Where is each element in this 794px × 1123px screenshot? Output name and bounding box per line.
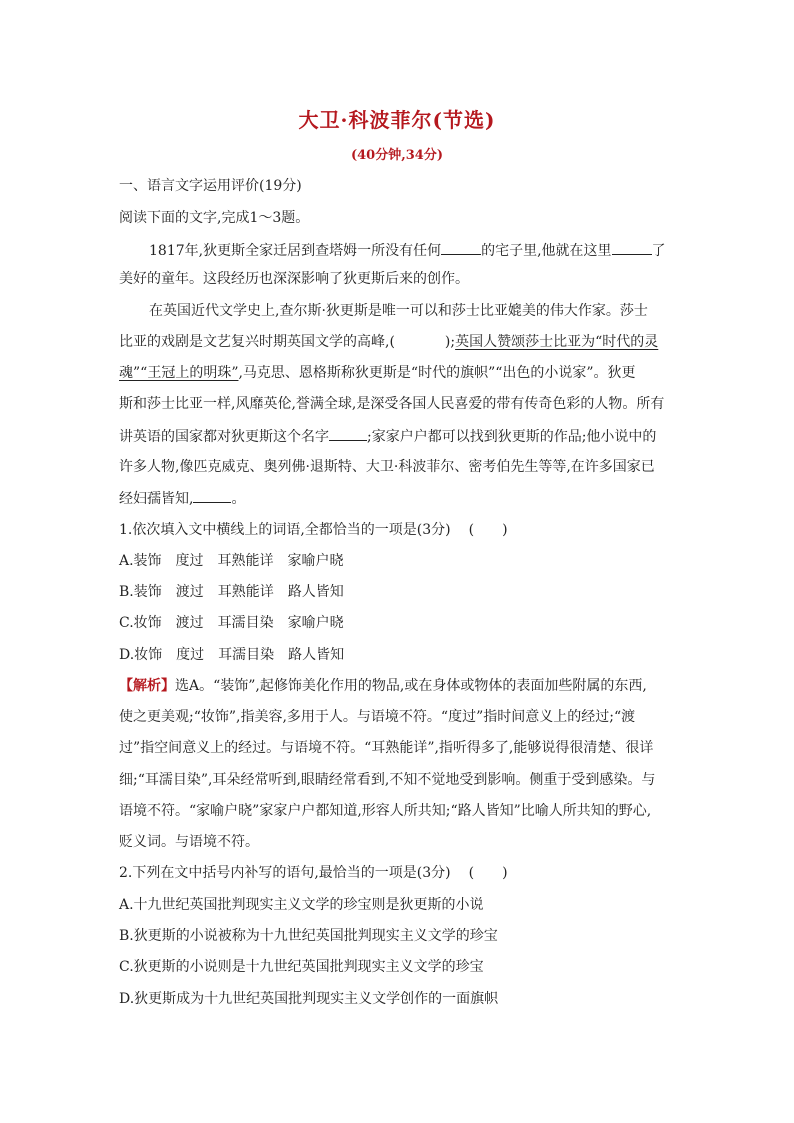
underlined-text: 英国人赞颂莎士比亚为“时代的灵 (455, 334, 659, 350)
answer-bracket: ( ) (468, 865, 508, 881)
text-segment: ;家家户户都可以找到狄更斯的作品;他小说中的 (367, 429, 657, 445)
text-segment: 经妇孺皆知, (119, 491, 194, 507)
analysis-line5: 语境不符。“家喻户晓”家家户户都知道,形容人所共知;“路人皆知”比喻人所共知的野心, (119, 803, 652, 819)
question-2-option-a: A.十九世纪英国批判现实主义文学的珍宝则是狄更斯的小说 (119, 897, 484, 913)
page-subtitle: (40分钟,34分) (350, 148, 443, 163)
reading-instruction: 阅读下面的文字,完成1～3题。 (119, 210, 310, 226)
text-segment: ,马克思、恩格斯称狄更斯是“时代的旗帜”“出色的小说家”。狄更 (238, 365, 636, 381)
analysis-text: 选A。“装饰”,起修饰美化作用的物品,或在身体或物体的表面加些附属的东西, (175, 678, 647, 694)
text-segment: ); (444, 334, 456, 350)
passage-p2-line4: 斯和莎士比亚一样,风靡英伦,誉满全球,是深受各国人民喜爱的带有传奇色彩的人物。所有 (119, 396, 665, 412)
fill-blank-4 (193, 488, 231, 503)
passage-p2-line7 (119, 488, 245, 509)
analysis-tag: 【解析】 (119, 678, 175, 694)
analysis-line4: 细;“耳濡目染”,耳朵经常听到,眼睛经常看到,不知不觉地受到影响。侧重于受到感染。与 (119, 772, 656, 788)
text-segment: 。 (231, 491, 246, 507)
text-segment: 1817年,狄更斯全家迁居到查塔姆一所没有任何 (149, 243, 442, 259)
fill-blank-1 (441, 240, 481, 255)
passage-p1-line2: 美好的童年。这段经历也深深影响了狄更斯后来的创作。 (119, 271, 469, 287)
underlined-text: 魂”“王冠上的明珠” (119, 365, 239, 381)
answer-bracket: ( ) (468, 522, 508, 538)
passage-p2-line6: 许多人物,像匹克威克、奥列佛·退斯特、大卫·科波菲尔、密考伯先生等等,在许多国家已 (119, 459, 655, 475)
passage-p2-line5 (119, 426, 656, 447)
question-text: 2.下列在文中括号内补写的语句,最恰当的一项是(3分) (119, 865, 451, 881)
question-2-option-d: D.狄更斯成为十九世纪英国批判现实主义文学创作的一面旗帜 (119, 991, 499, 1007)
question-2-stem (119, 863, 508, 883)
analysis-line1 (119, 676, 647, 696)
text-segment: 的宅子里,他就在这里 (481, 243, 612, 259)
fill-blank-2 (612, 240, 652, 255)
question-1-option-d: D.妆饰 度过 耳濡目染 路人皆知 (119, 647, 345, 663)
passage-p2-line2 (119, 332, 658, 352)
question-text: 1.依次填入文中横线上的词语,全都恰当的一项是(3分) (119, 522, 451, 538)
passage-p2-line3 (119, 363, 636, 383)
analysis-line3: 过”指空间意义上的经过。与语境不符。“耳熟能详”,指听得多了,能够说得很清楚、很详 (119, 740, 654, 756)
passage-p1-line1 (149, 240, 666, 261)
analysis-line6: 贬义词。与语境不符。 (119, 834, 259, 850)
question-1-stem (119, 520, 508, 540)
text-segment: 讲英语的国家都对狄更斯这个名字 (119, 429, 329, 445)
question-1-option-c: C.妆饰 渡过 耳濡目染 家喻户晓 (119, 615, 344, 631)
question-1-option-b: B.装饰 渡过 耳熟能详 路人皆知 (119, 584, 344, 600)
section-heading: 一、语言文字运用评价(19分) (119, 178, 302, 194)
passage-p2-line1: 在英国近代文学史上,查尔斯·狄更斯是唯一可以和莎士比亚媲美的伟大作家。莎士 (149, 303, 648, 319)
text-segment: 比亚的戏剧是文艺复兴时期英国文学的高峰,( (119, 334, 395, 350)
fill-blank-3 (329, 426, 367, 441)
question-2-option-b: B.狄更斯的小说被称为十九世纪英国批判现实主义文学的珍宝 (119, 928, 498, 944)
question-1-option-a: A.装饰 度过 耳熟能详 家喻户晓 (119, 553, 344, 569)
page-title: 大卫·科波菲尔(节选) (298, 108, 496, 132)
question-2-option-c: C.狄更斯的小说则是十九世纪英国批判现实主义文学的珍宝 (119, 959, 484, 975)
analysis-line2: 使之更美观;“妆饰”,指美容,多用于人。与语境不符。“度过”指时间意义上的经过;“渡 (119, 709, 636, 725)
text-segment: 了 (651, 243, 666, 259)
